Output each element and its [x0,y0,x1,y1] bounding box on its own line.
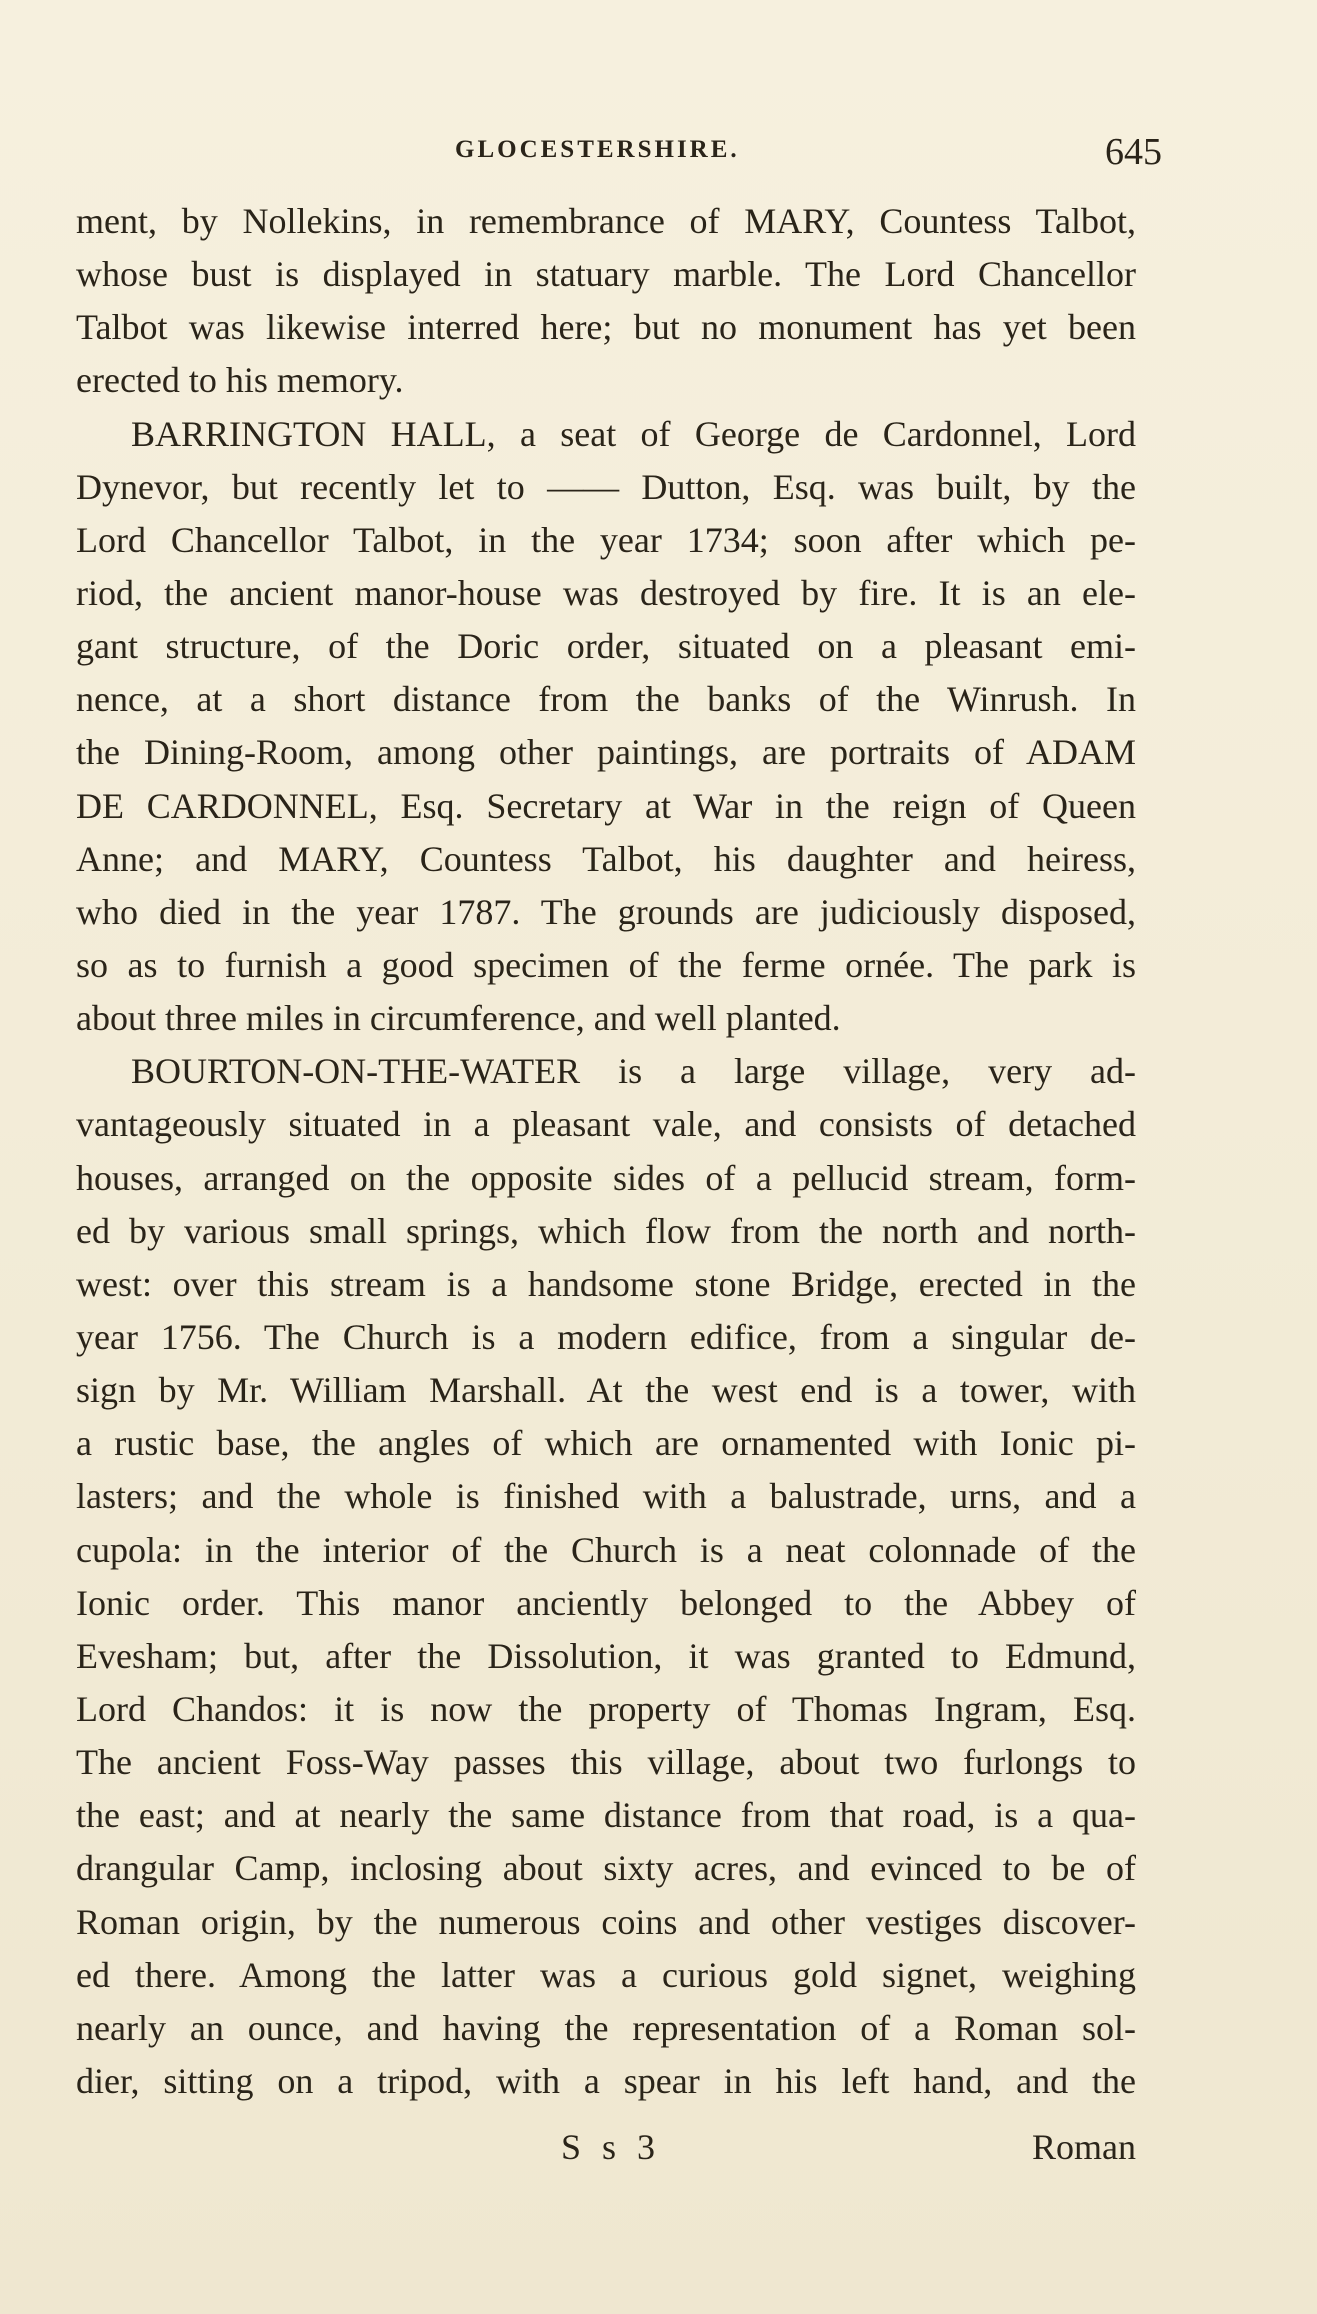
body-text [76,195,1136,2108]
text-line: Ionic order. This manor anciently belonged to the Abbey of [76,1582,1136,1623]
text-line: whose bust is displayed in statuary marble. The Lord Chancellor [76,254,1136,295]
text-line: DE CARDONNEL, Esq. Secretary at War in the reign of Queen [76,785,1136,826]
text-line: the Dining-Room, among other paintings, are portraits of ADAM [76,732,1136,773]
text-line: sign by Mr. William Marshall. At the west end is a tower, with [76,1370,1136,1411]
text-line: erected to his memory. [76,360,404,401]
text-line: drangular Camp, inclosing about sixty acres, and evinced to be of [76,1848,1136,1889]
text-line: Dynevor, but recently let to —— Dutton, Esq. was built, by the [76,466,1136,507]
text-line: west: over this stream is a handsome stone Bridge, erected in the [76,1263,1136,1304]
text-line: Anne; and MARY, Countess Talbot, his daughter and heiress, [76,838,1136,879]
text-line: lasters; and the whole is finished with a balustrade, urns, and a [76,1476,1136,1517]
text-line: Roman origin, by the numerous coins and other vestiges discover- [76,1901,1136,1942]
text-line: the east; and at nearly the same distance from that road, is a qua- [76,1795,1136,1836]
page-footer [76,2126,1136,2176]
text-line: Lord Chandos: it is now the property of Thomas Ingram, Esq. [76,1688,1136,1729]
text-line: about three miles in circumference, and well planted. [76,998,841,1039]
text-line: ed by various small springs, which flow from the north and north- [76,1210,1136,1251]
text-line: Talbot was likewise interred here; but no monument has yet been [76,307,1136,348]
text-line: nence, at a short distance from the banks of the Winrush. In [76,679,1136,720]
signature-mark: S s 3 [561,2127,662,2167]
page-number: 645 [1105,131,1162,173]
text-line: year 1756. The Church is a modern edifice, from a singular de- [76,1316,1136,1357]
text-line: BOURTON-ON-THE-WATER is a large village, very ad- [131,1051,1136,1092]
text-line: Lord Chancellor Talbot, in the year 1734; soon after which pe- [76,519,1136,560]
text-line: dier, sitting on a tripod, with a spear in his left hand, and the [76,2060,1136,2101]
text-line: ed there. Among the latter was a curious gold signet, weighing [76,1954,1136,1995]
page-header [0,130,1317,190]
text-line: a rustic base, the angles of which are ornamented with Ionic pi- [76,1423,1136,1464]
text-line: cupola: in the interior of the Church is a neat colonnade of the [76,1529,1136,1570]
text-line: who died in the year 1787. The grounds are judiciously disposed, [76,891,1136,932]
text-line: Evesham; but, after the Dissolution, it was granted to Edmund, [76,1635,1136,1676]
text-line: vantageously situated in a pleasant vale, and consists of detached [76,1104,1136,1145]
text-line: gant structure, of the Doric order, situated on a pleasant emi- [76,626,1136,667]
text-line: nearly an ounce, and having the representation of a Roman sol- [76,2007,1136,2048]
text-line: BARRINGTON HALL, a seat of George de Cardonnel, Lord [131,413,1136,454]
running-title: GLOCESTERSHIRE. [455,136,740,163]
text-line: riod, the ancient manor-house was destroyed by fire. It is an ele- [76,572,1136,613]
text-line: so as to furnish a good specimen of the ferme ornée. The park is [76,944,1136,985]
text-line: The ancient Foss-Way passes this village, about two furlongs to [76,1742,1136,1783]
text-line: houses, arranged on the opposite sides of a pellucid stream, form- [76,1157,1136,1198]
text-line: ment, by Nollekins, in remembrance of MARY, Countess Talbot, [76,201,1136,241]
catchword: Roman [1032,2127,1136,2167]
